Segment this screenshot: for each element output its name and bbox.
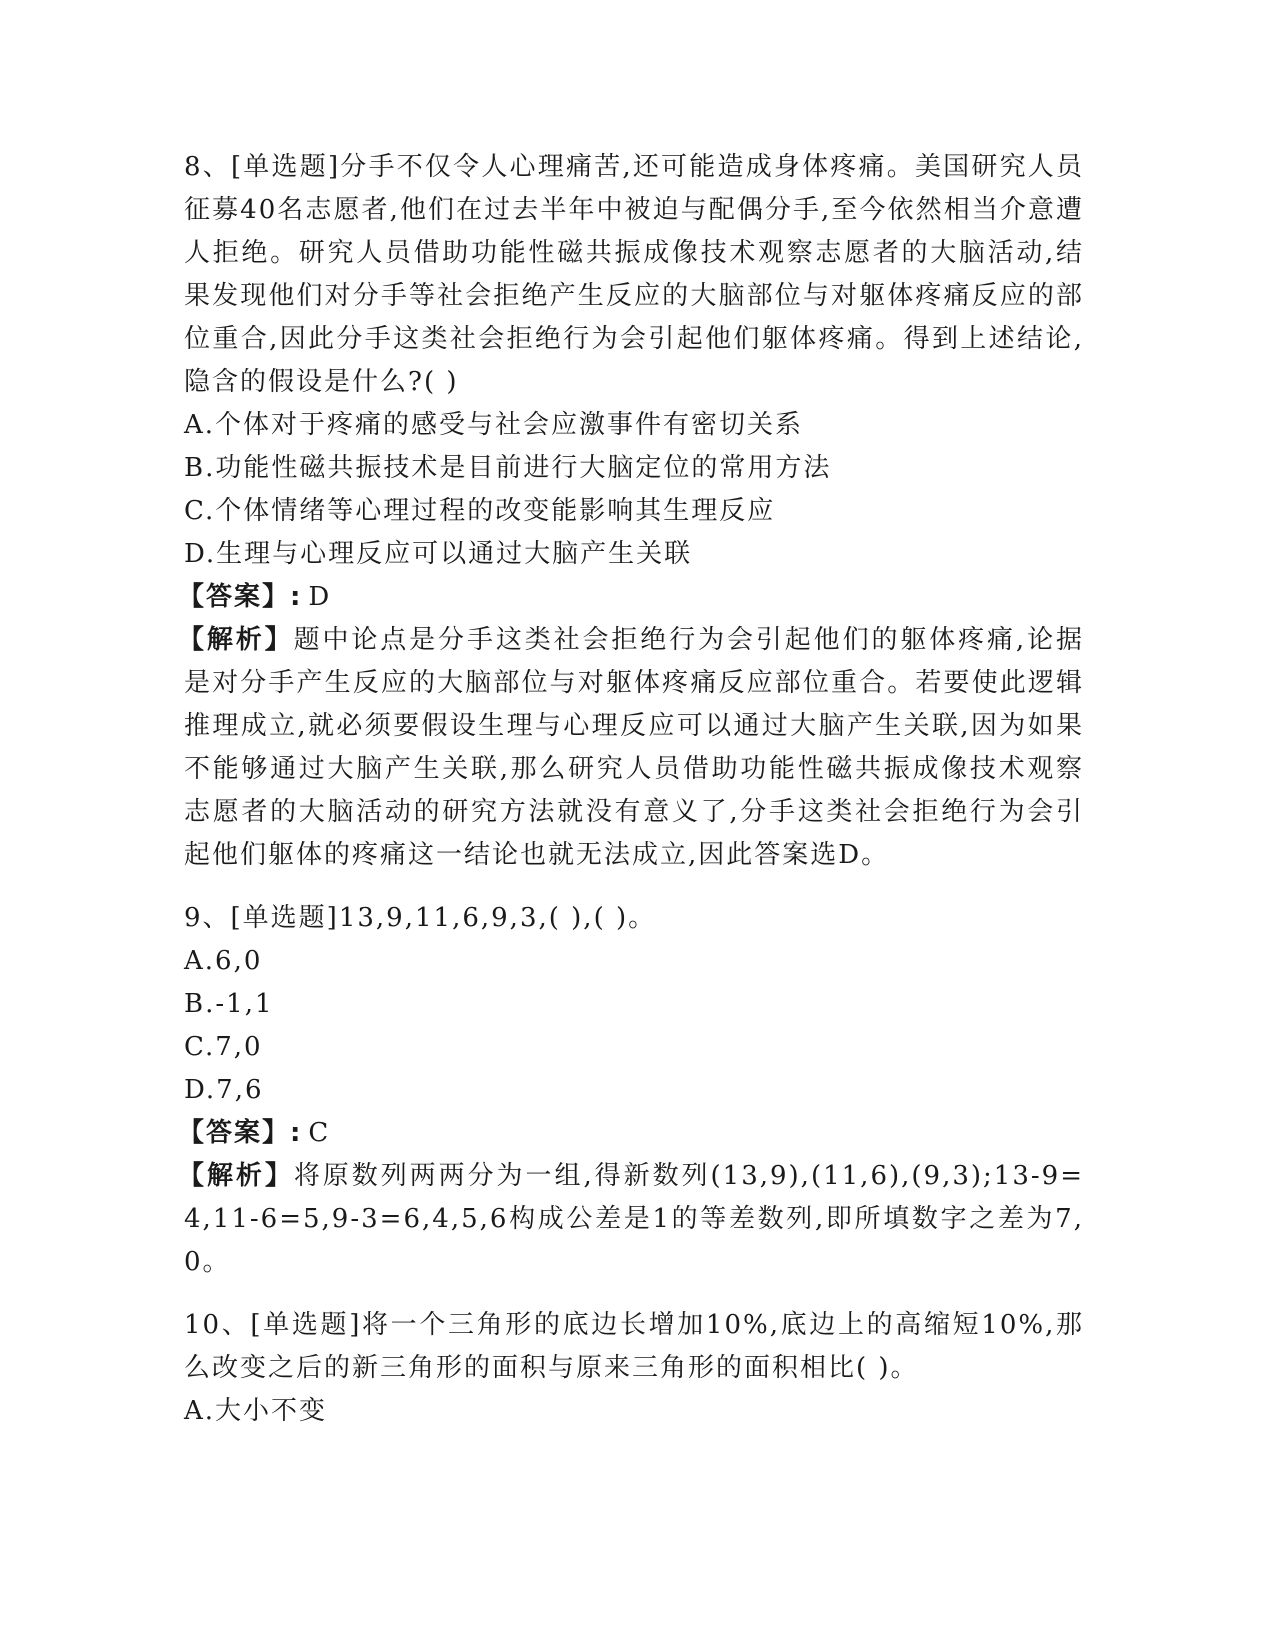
question-stem: 8、[单选题]分手不仅令人心理痛苦,还可能造成身体疼痛。美国研究人员征募40名志愿者,他们在过去半年中被迫与配偶分手,至今依然相当介意遭人拒绝。研究人员借助功能性磁共振成像技术观察志愿者的大脑活动,结果发现他们对分手等社会拒绝产生反应的大脑部位与对躯体疼痛反应的部位重合,因此分手这类社会拒绝行为会引起他们躯体疼痛。得到上述结论,隐含的假设是什么?( ) [184, 152, 1084, 397]
document-body [178, 146, 1084, 1453]
option-a: A.个体对于疼痛的感受与社会应激事件有密切关系 [184, 410, 804, 440]
question-8 [178, 146, 1084, 877]
answer-label: 【答案】: [178, 1118, 303, 1148]
option-d: D.生理与心理反应可以通过大脑产生关联 [184, 539, 693, 569]
answer-value: C [308, 1118, 331, 1148]
option-b: B.-1,1 [184, 989, 274, 1019]
option-c: C.7,0 [184, 1032, 263, 1062]
option-c: C.个体情绪等心理过程的改变能影响其生理反应 [184, 496, 776, 526]
analysis-line [178, 619, 1084, 877]
answer-value: D [308, 582, 332, 612]
option-a: A.大小不变 [184, 1396, 328, 1426]
analysis-text: 题中论点是分手这类社会拒绝行为会引起他们的躯体疼痛,论据是对分手产生反应的大脑部位与对躯体疼痛反应部位重合。若要使此逻辑推理成立,就必须要假设生理与心理反应可以通过大脑产生关联,因为如果不能够通过大脑产生关联,那么研究人员借助功能性磁共振成像技术观察志愿者的大脑活动的研究方法就没有意义了,分手这类社会拒绝行为会引起他们躯体的疼痛这一结论也就无法成立,因此答案选D。 [184, 625, 1084, 870]
answer-line [178, 1112, 1084, 1155]
option-d: D.7,6 [184, 1075, 264, 1105]
option-b: B.功能性磁共振技术是目前进行大脑定位的常用方法 [184, 453, 832, 483]
analysis-line [178, 1155, 1084, 1284]
question-9 [178, 897, 1084, 1284]
question-stem: 9、[单选题]13,9,11,6,9,3,( ),( )。 [184, 903, 657, 933]
analysis-label: 【解析】 [178, 1161, 294, 1191]
answer-label: 【答案】: [178, 582, 303, 612]
question-stem: 10、[单选题]将一个三角形的底边长增加10%,底边上的高缩短10%,那么改变之后的新三角形的面积与原来三角形的面积相比( )。 [184, 1310, 1084, 1383]
answer-line [178, 576, 1084, 619]
analysis-label: 【解析】 [178, 625, 294, 655]
question-10 [184, 1304, 1084, 1433]
analysis-text: 将原数列两两分为一组,得新数列(13,9),(11,6),(9,3);13-9=4,11-6=5,9-3=6,4,5,6构成公差是1的等差数列,即所填数字之差为7,0。 [184, 1161, 1084, 1277]
option-a: A.6,0 [184, 946, 263, 976]
